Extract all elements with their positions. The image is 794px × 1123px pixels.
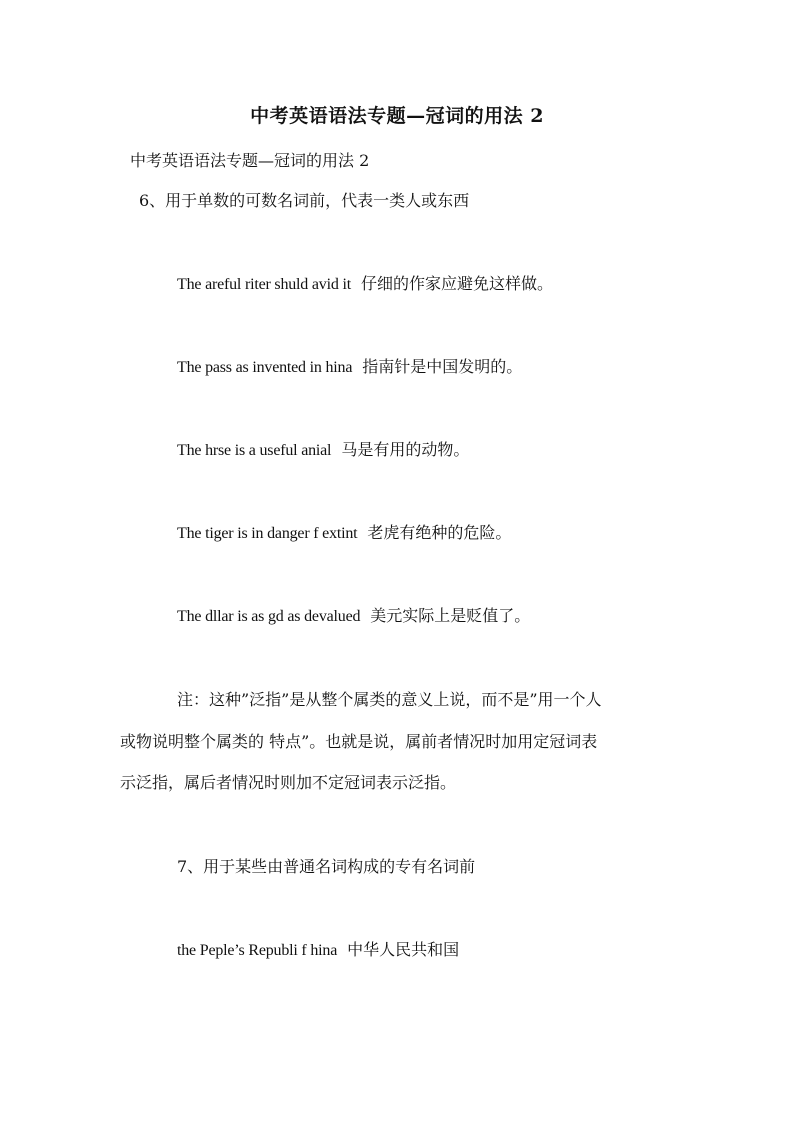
example-chinese: 指南针是中国发明的。	[362, 357, 523, 376]
example-chinese: 马是有用的动物。	[341, 440, 470, 459]
example-line	[177, 440, 469, 461]
example-english: The areful riter shuld avid it	[177, 276, 351, 293]
document-subtitle: 中考英语语法专题—冠词的用法 2	[130, 151, 370, 170]
section-6-heading: 6、用于单数的可数名词前，代表一类人或东西	[139, 191, 470, 210]
example-chinese: 中华人民共和国	[347, 940, 460, 959]
note-line-3: 示泛指，属后者情况时则加不定冠词表示泛指。	[120, 773, 457, 792]
document-title: 中考英语语法专题—冠词的用法 2	[250, 105, 544, 127]
example-chinese: 老虎有绝种的危险。	[367, 523, 512, 542]
example-line	[177, 606, 530, 627]
example-english: The tiger is in danger f extint	[177, 525, 358, 542]
section-7-heading: 7、用于某些由普通名词构成的专有名词前	[177, 857, 476, 876]
note-line-2: 或物说明整个属类的 特点”。也就是说，属前者情况时加用定冠词表	[120, 732, 598, 751]
example-line	[177, 357, 522, 378]
example-chinese: 美元实际上是贬值了。	[370, 606, 531, 625]
example-english: The pass as invented in hina	[177, 359, 353, 376]
example-english: The hrse is a useful anial	[177, 442, 332, 459]
example-line	[177, 274, 553, 295]
example-line	[177, 523, 511, 544]
example-english: the Peple’s Republi f hina	[177, 942, 338, 959]
example-chinese: 仔细的作家应避免这样做。	[360, 274, 553, 293]
note-line-1: 注：这种”泛指”是从整个属类的意义上说，而不是”用一个人	[177, 690, 602, 709]
example-line	[177, 940, 459, 961]
example-english: The dllar is as gd as devalued	[177, 608, 361, 625]
